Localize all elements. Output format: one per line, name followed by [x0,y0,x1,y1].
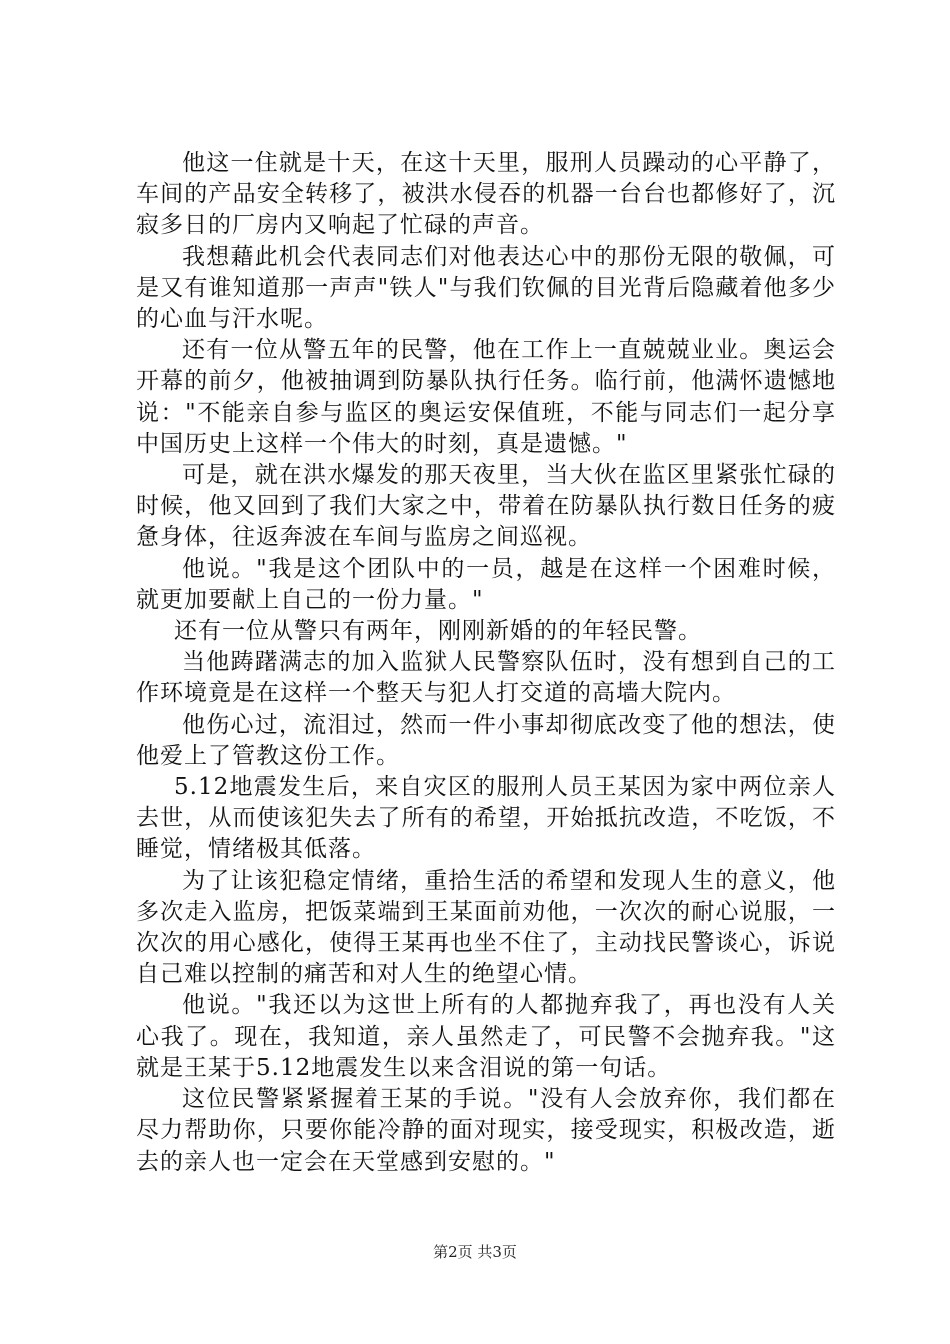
page-number-label: 第2页 共3页 [433,1243,517,1261]
paragraph: 他伤心过，流泪过，然而一件小事却彻底改变了他的想法，使他爱上了管教这份工作。 [136,711,836,769]
page-footer [0,1242,950,1262]
paragraph: 可是，就在洪水爆发的那天夜里，当大伙在监区里紧张忙碌的时候，他又回到了我们大家之中，带着在防暴队执行数日任务的疲惫身体，往返奔波在车间与监房之间巡视。 [136,462,836,551]
paragraph: 他说。"我还以为这世上所有的人都抛弃我了，再也没有人关心我了。现在，我知道，亲人虽然走了，可民警不会抛弃我。"这就是王某于5.12地震发生以来含泪说的第一句话。 [136,992,836,1081]
body-text [136,148,836,1178]
paragraph: 这位民警紧紧握着王某的手说。"没有人会放弃你，我们都在尽力帮助你，只要你能冷静的面对现实，接受现实，积极改造，逝去的亲人也一定会在天堂感到安慰的。" [136,1086,836,1175]
paragraph: 5.12地震发生后，来自灾区的服刑人员王某因为家中两位亲人去世，从而使该犯失去了所有的希望，开始抵抗改造，不吃饭，不睡觉，情绪极其低落。 [136,774,836,863]
paragraph: 为了让该犯稳定情绪，重拾生活的希望和发现人生的意义，他多次走入监房，把饭菜端到王某面前劝他，一次次的耐心说服，一次次的用心感化，使得王某再也坐不住了，主动找民警谈心，诉说自己难以控制的痛苦和对人生的绝望心情。 [136,867,836,988]
paragraph: 他说。"我是这个团队中的一员，越是在这样一个困难时候，就更加要献上自己的一份力量。" [136,555,836,613]
paragraph: 还有一位从警只有两年，刚刚新婚的的年轻民警。 [174,618,702,645]
paragraph: 还有一位从警五年的民警，他在工作上一直兢兢业业。奥运会开幕的前夕，他被抽调到防暴队执行任务。临行前，他满怀遗憾地说："不能亲自参与监区的奥运安保值班，不能与同志们一起分享中国历史上这样一个伟大的时刻，真是遗憾。" [136,337,836,457]
paragraph: 当他踌躇满志的加入监狱人民警察队伍时，没有想到自己的工作环境竟是在这样一个整天与犯人打交道的高墙大院内。 [136,649,836,707]
paragraph: 我想藉此机会代表同志们对他表达心中的那份无限的敬佩，可是又有谁知道那一声声"铁人"与我们钦佩的目光背后隐藏着他多少的心血与汗水呢。 [136,243,836,333]
paragraph: 他这一住就是十天，在这十天里，服刑人员躁动的心平静了，车间的产品安全转移了，被洪水侵吞的机器一台台也都修好了，沉寂多日的厂房内又响起了忙碌的声音。 [136,150,836,239]
